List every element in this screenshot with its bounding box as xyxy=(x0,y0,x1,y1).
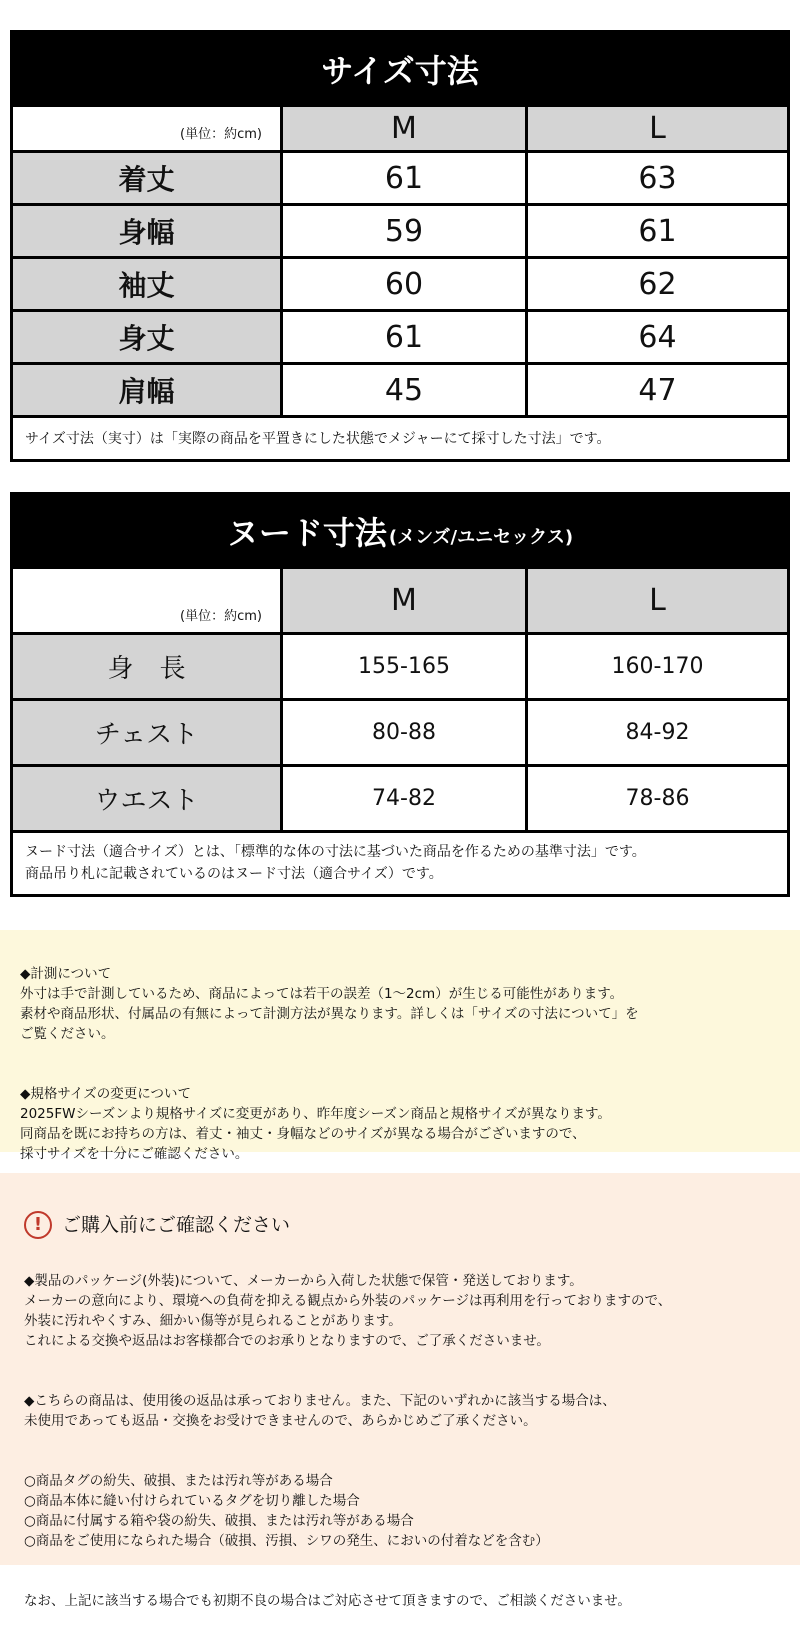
exclamation-icon: ! xyxy=(24,1211,52,1239)
caution-heading xyxy=(24,1211,776,1239)
nude-note-line-2: 商品吊り札に記載されているのはヌード寸法（適合サイズ）です。 xyxy=(25,866,443,882)
value-l: 47 xyxy=(638,372,677,408)
conditions-list: ○商品タグの紛失、破損、または汚れ等がある場合 ○商品本体に縫い付けられているタグを切り離した場合 ○商品に付属する箱や袋の紛失、破損、または汚れ等がある場合 ○商品をご使用になられた場合（破損、汚損、シワの発生、においの付着などを含む） xyxy=(24,1473,549,1549)
size-change-paragraph: ◆規格サイズの変更について 2025FWシーズンより規格サイズに変更があり、昨年度シーズン商品と規格サイズが異なります。 同商品を既にお持ちの方は、着丈・袖丈・身幅などのサイズが異なる場合がございますので、 採寸サイズを十分にご確認ください。 xyxy=(20,1086,611,1162)
table-row xyxy=(13,203,787,256)
nude-table-title-bar xyxy=(13,495,787,566)
nude-note-line-1: ヌード寸法（適合サイズ）とは、「標準的な体の寸法に基づいた商品を作るための基準寸法」です。 xyxy=(25,844,646,860)
size-col-m: M xyxy=(283,107,528,150)
value-m: 61 xyxy=(283,312,528,362)
value-m: 61 xyxy=(283,153,528,203)
table-row xyxy=(13,698,787,764)
table-row xyxy=(13,632,787,698)
measurement-paragraph: ◆計測について 外寸は手で計測しているため、商品によっては若干の誤差（1〜2cm）が生じる可能性があります。 素材や商品形状、付属品の有無によって計測方法が異なります。詳しくは「サイズの寸法について」を ご覧ください。 xyxy=(20,966,639,1042)
nude-col-m: M xyxy=(283,569,528,632)
table-row xyxy=(13,309,787,362)
value-l: 84-92 xyxy=(625,720,690,745)
table-row xyxy=(13,362,787,415)
value-l: 64 xyxy=(638,319,677,355)
value-l: 61 xyxy=(638,213,677,249)
package-paragraph: ◆製品のパッケージ(外装)について、メーカーから入荷した状態で保管・発送しております。 メーカーの意向により、環境への負荷を抑える観点から外装のパッケージは再利用を行っておりますので、 外装に汚れやくすみ、細かい傷等が見られることがあります。 これによる交換や返品はお客様都合でのお承りとなりますので、ご了承くださいませ。 xyxy=(24,1273,672,1349)
row-label: 袖丈 xyxy=(13,259,283,309)
value-l: 78-86 xyxy=(625,786,690,811)
table-row xyxy=(13,150,787,203)
size-table xyxy=(10,30,790,462)
table-row xyxy=(13,256,787,309)
value-m: 45 xyxy=(283,365,528,415)
size-table-unit: (単位：約cm) xyxy=(13,107,283,150)
nude-table-header-row xyxy=(13,566,787,632)
value-m: 155-165 xyxy=(283,635,528,698)
measurement-info xyxy=(0,930,800,1162)
caution-section xyxy=(0,1173,800,1609)
size-table-title: サイズ寸法 xyxy=(13,33,787,104)
nude-table-note xyxy=(13,830,787,894)
nude-table-unit: (単位：約cm) xyxy=(13,569,283,632)
value-l: 160-170 xyxy=(611,654,704,679)
row-label: 身 長 xyxy=(13,635,283,698)
value-l: 63 xyxy=(638,160,677,196)
row-label: 着丈 xyxy=(13,153,283,203)
row-label: ウエスト xyxy=(13,767,283,830)
nude-table-subtitle: (メンズ/ユニセックス) xyxy=(388,526,574,548)
size-table-note: サイズ寸法（実寸）は「実際の商品を平置きにした状態でメジャーにて採寸した寸法」です。 xyxy=(13,415,787,459)
value-m: 74-82 xyxy=(283,767,528,830)
nude-table-title: ヌード寸法 xyxy=(226,513,387,552)
value-m: 80-88 xyxy=(283,701,528,764)
value-l: 62 xyxy=(638,266,677,302)
caution-title: ご購入前にご確認ください xyxy=(62,1214,291,1236)
row-label: チェスト xyxy=(13,701,283,764)
row-label: 身丈 xyxy=(13,312,283,362)
nude-col-l: L xyxy=(528,569,787,632)
defect-paragraph: なお、上記に該当する場合でも初期不良の場合はご対応させて頂きますので、ご相談くださいませ。 xyxy=(24,1593,631,1609)
size-col-l: L xyxy=(528,107,787,150)
nude-table xyxy=(10,492,790,897)
size-table-header-row xyxy=(13,104,787,150)
table-row xyxy=(13,764,787,830)
return-policy-paragraph: ◆こちらの商品は、使用後の返品は承っておりません。また、下記のいずれかに該当する場合は、 未使用であっても返品・交換をお受けできませんので、あらかじめご了承ください。 xyxy=(24,1393,616,1429)
value-m: 60 xyxy=(283,259,528,309)
value-m: 59 xyxy=(283,206,528,256)
row-label: 身幅 xyxy=(13,206,283,256)
row-label: 肩幅 xyxy=(13,365,283,415)
